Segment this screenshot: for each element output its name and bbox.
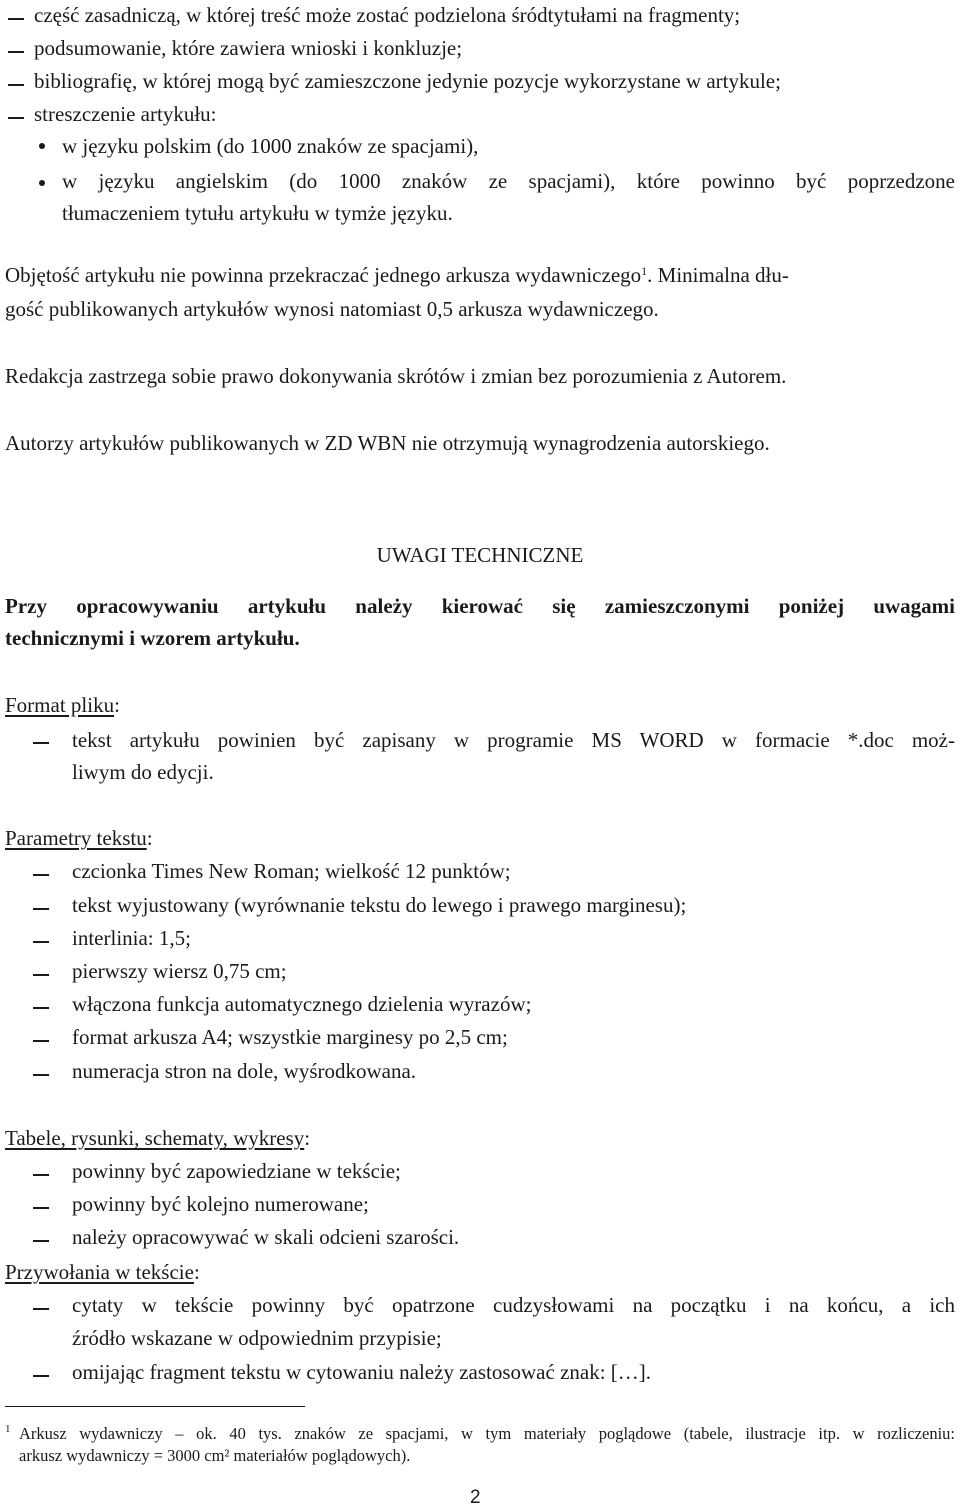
list-item: bibliografię, w której mogą być zamieszczone jedynie pozycje wykorzystane w artykule; <box>34 69 781 93</box>
list-dash <box>33 1040 49 1042</box>
list-dash <box>33 1207 49 1209</box>
list-dash <box>33 1375 49 1377</box>
list-item: część zasadniczą, w której treść może zostać podzielona śródtytułami na fragmenty; <box>34 3 741 27</box>
list-item-continuation: źródło wskazane w odpowiednim przypisie; <box>72 1326 442 1350</box>
list-dash <box>33 908 49 910</box>
list-item: omijając fragment tekstu w cytowaniu należy zastosować znak: […]. <box>72 1360 652 1384</box>
list-item: pierwszy wiersz 0,75 cm; <box>72 959 287 983</box>
technical-intro: Przy opracowywaniu artykułu należy kierować się zamieszczonymi poniżej uwagami <box>5 594 955 618</box>
list-item: tekst wyjustowany (wyrównanie tekstu do lewego i prawego marginesu); <box>72 893 687 917</box>
list-item: format arkusza A4; wszystkie marginesy po 2,5 cm; <box>72 1025 508 1049</box>
list-item: czcionka Times New Roman; wielkość 12 punktów; <box>72 859 511 883</box>
figures-heading: Tabele, rysunki, schematy, wykresy: <box>5 1126 311 1150</box>
list-dash <box>33 1074 49 1076</box>
list-dash <box>8 117 24 119</box>
footnote-text: Arkusz wydawniczy – ok. 40 tys. znaków ze spacjami, w tym materiały poglądowe (tabele, ilustracje itp. w rozliczeniu: <box>19 1424 955 1443</box>
list-dash <box>33 1240 49 1242</box>
list-item-continuation: liwym do edycji. <box>72 760 214 784</box>
list-dash <box>33 1007 49 1009</box>
editorial-paragraph: Redakcja zastrzega sobie prawo dokonywania skrótów i zmian bez porozumienia z Autorem. <box>5 364 787 388</box>
list-item: powinny być kolejno numerowane; <box>72 1192 369 1216</box>
list-item: streszczenie artykułu: <box>34 102 217 126</box>
volume-paragraph-line: gość publikowanych artykułów wynosi natomiast 0,5 arkusza wydawniczego. <box>5 297 659 321</box>
text-params-heading: Parametry tekstu: <box>5 826 153 850</box>
volume-paragraph-line <box>5 262 955 288</box>
list-dash <box>33 742 49 744</box>
list-item: numeracja stron na dole, wyśrodkowana. <box>72 1059 417 1083</box>
citations-heading: Przywołania w tekście: <box>5 1260 200 1284</box>
list-item: tekst artykułu powinien być zapisany w programie MS WORD w formacie *.doc moż- <box>72 728 955 752</box>
list-item: w języku polskim (do 1000 znaków ze spacjami), <box>62 134 479 158</box>
list-bullet <box>39 143 45 149</box>
footnote-text: arkusz wydawniczy = 3000 cm² materiałów poglądowych). <box>19 1446 411 1465</box>
technical-intro: technicznymi i wzorem artykułu. <box>5 626 300 650</box>
technical-heading: UWAGI TECHNICZNE <box>376 543 584 567</box>
volume-text: Objętość artykułu nie powinna przekraczać jednego arkusza wydawniczego <box>5 263 642 287</box>
authors-paragraph: Autorzy artykułów publikowanych w ZD WBN nie otrzymują wynagrodzenia autorskiego. <box>5 431 770 455</box>
list-dash <box>33 1174 49 1176</box>
list-item: w języku angielskim (do 1000 znaków ze spacjami), które powinno być poprzedzone <box>62 169 955 193</box>
list-item-continuation: tłumaczeniem tytułu artykułu w tymże języku. <box>62 201 453 225</box>
list-item: cytaty w tekście powinny być opatrzone cudzysłowami na początku i na końcu, a ich <box>72 1293 955 1317</box>
list-dash <box>8 18 24 20</box>
footnote-reference[interactable]: 1 <box>641 264 648 278</box>
list-item: włączona funkcja automatycznego dzielenia wyrazów; <box>72 992 532 1016</box>
list-item: należy opracowywać w skali odcieni szarości. <box>72 1225 460 1249</box>
list-dash <box>33 974 49 976</box>
footnote-mark: 1 <box>5 1423 11 1435</box>
footnote <box>5 1422 11 1442</box>
list-item: powinny być zapowiedziane w tekście; <box>72 1159 401 1183</box>
volume-text-end: . Minimalna dłu- <box>647 263 789 287</box>
footnote-separator <box>5 1406 305 1407</box>
page-number: 2 <box>470 1487 481 1508</box>
list-dash <box>33 874 49 876</box>
list-bullet <box>39 180 45 186</box>
list-dash <box>8 84 24 86</box>
list-dash <box>33 941 49 943</box>
file-format-heading: Format pliku: <box>5 693 120 717</box>
list-item: podsumowanie, które zawiera wnioski i konkluzje; <box>34 36 463 60</box>
list-dash <box>8 51 24 53</box>
list-dash <box>33 1308 49 1310</box>
list-item: interlinia: 1,5; <box>72 926 191 950</box>
